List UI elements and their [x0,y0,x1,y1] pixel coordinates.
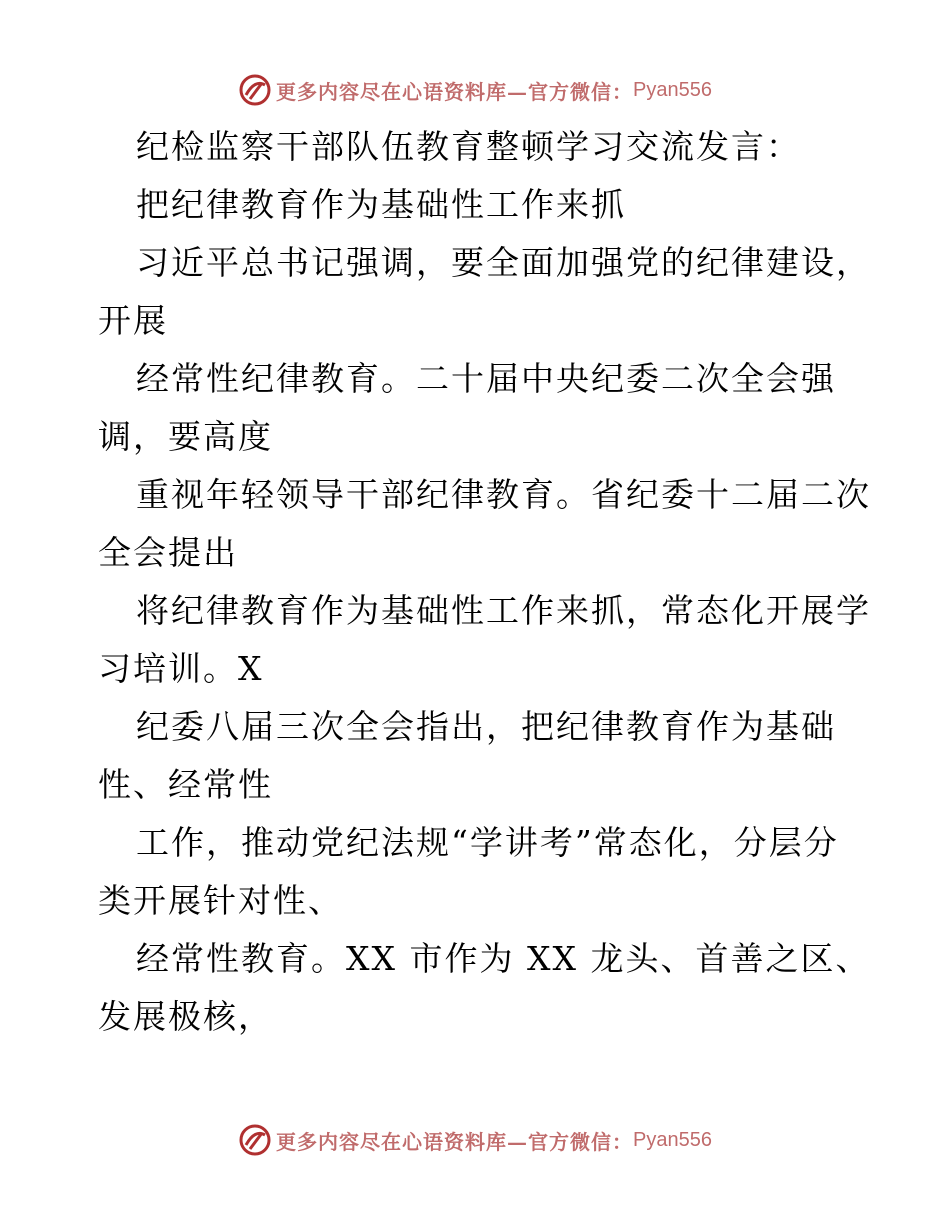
document-line: 调，要高度 [98,417,273,456]
document-line: 经常性教育。XX 市作为 XX 龙头、首善之区、 [136,939,871,978]
document-line: 纪委八届三次全会指出，把纪律教育作为基础 [136,707,836,746]
header-banner-wechat-id: Pyan556 [633,78,712,101]
footer-banner-wechat-id: Pyan556 [633,1128,712,1151]
brand-logo-icon [238,1123,272,1157]
footer-banner [0,1120,950,1160]
footer-banner-text: 更多内容尽在心语资料库—官方微信： [276,1129,634,1154]
document-line: 把纪律教育作为基础性工作来抓 [136,185,626,224]
document-line: 将纪律教育作为基础性工作来抓，常态化开展学 [136,591,871,630]
document-line: 习培训。X [98,649,264,688]
document-line: 发展极核， [98,997,273,1036]
document-line: 类开展针对性、 [98,881,343,920]
header-banner-text: 更多内容尽在心语资料库—官方微信： [276,79,634,104]
document-line: 开展 [98,301,168,340]
document-line: 性、经常性 [98,765,273,804]
document-line: 习近平总书记强调，要全面加强党的纪律建设， [136,243,871,282]
document-line: 经常性纪律教育。二十届中央纪委二次全会强 [136,359,836,398]
document-body [98,118,871,1046]
document-line: 工作，推动党纪法规“学讲考”常态化，分层分 [136,823,839,862]
header-banner [0,70,950,110]
document-line: 重视年轻领导干部纪律教育。省纪委十二届二次 [136,475,871,514]
document-line: 全会提出 [98,533,238,572]
brand-logo-icon [238,73,272,107]
document-line: 纪检监察干部队伍教育整顿学习交流发言： [136,127,801,166]
